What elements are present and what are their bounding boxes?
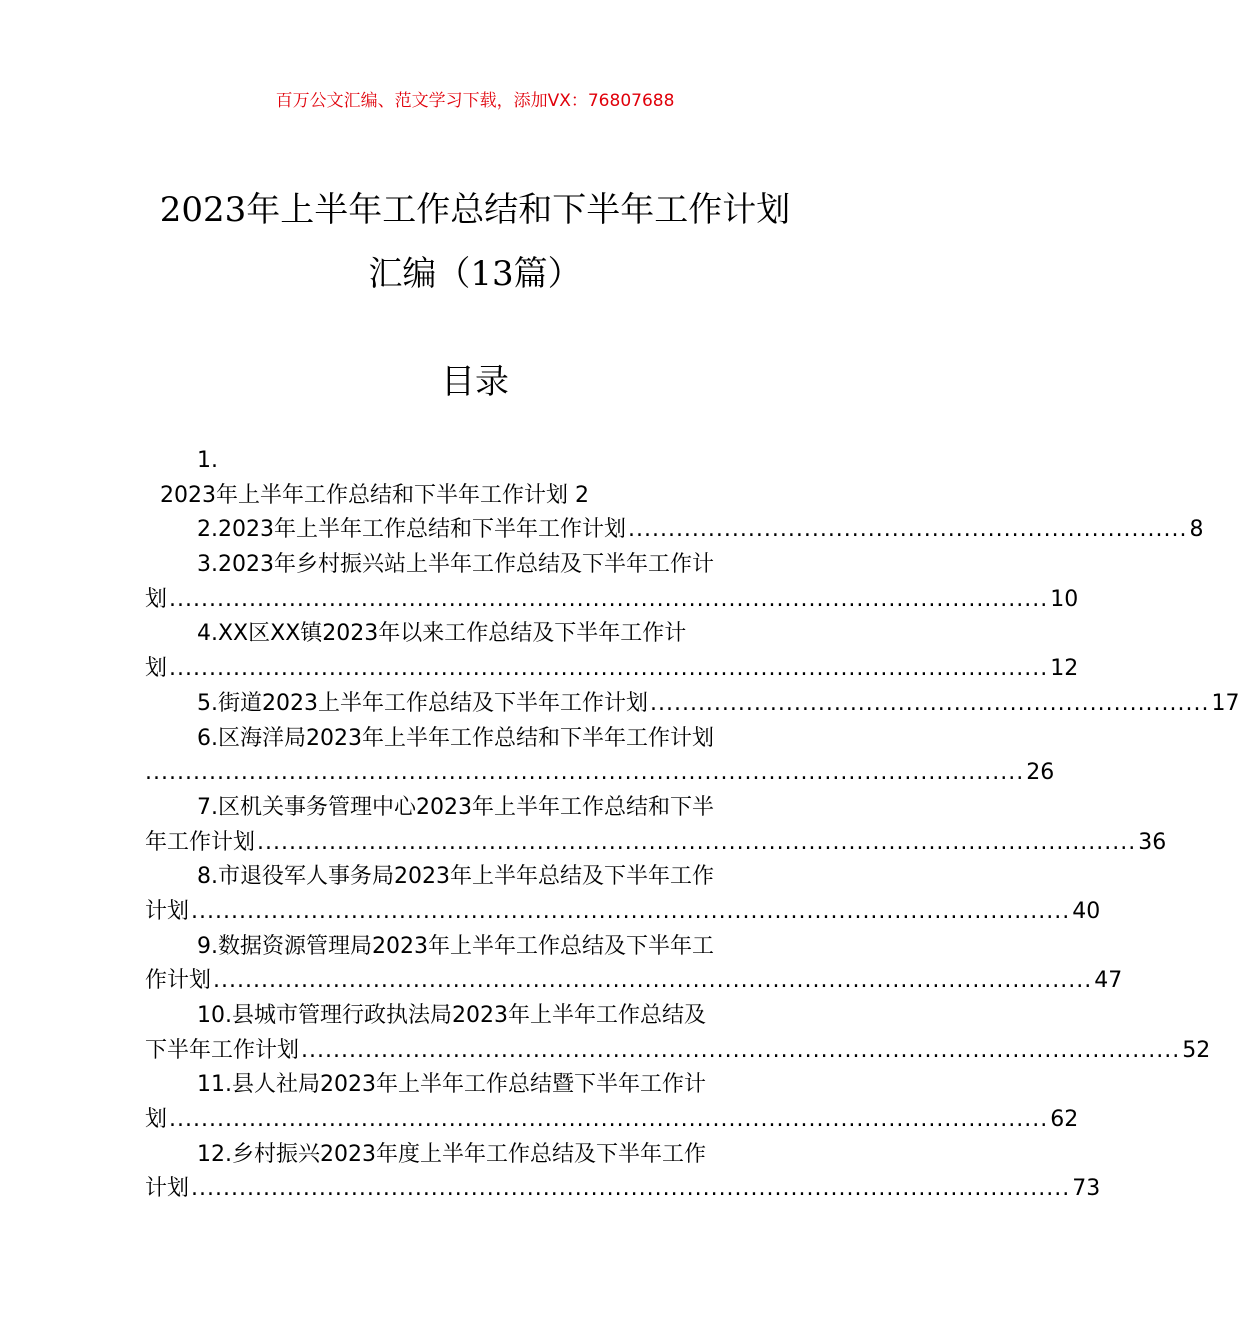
- toc-entry-3-cont[interactable]: [145, 583, 1079, 618]
- toc-entry-1[interactable]: 2023年上半年工作总结和下半年工作计划 2: [160, 482, 589, 508]
- watermark-banner: 百万公文汇编、范文学习下载，添加VX：76807688: [275, 91, 675, 111]
- toc-entry-9-cont[interactable]: [145, 964, 1123, 999]
- title-count: 13: [470, 254, 514, 294]
- doc-title-line-1: [0, 182, 950, 231]
- toc-entry-title: 划: [145, 586, 168, 612]
- table-of-contents: [145, 444, 1240, 1207]
- toc-entry-title: 下半年工作计划: [145, 1037, 300, 1063]
- toc-page-number: 26: [1026, 760, 1055, 786]
- toc-entry-3[interactable]: 3.2023年乡村振兴站上半年工作总结及下半年工作计: [197, 552, 714, 578]
- toc-entry-10-cont[interactable]: [145, 1034, 1211, 1069]
- toc-entry-7-cont[interactable]: [145, 826, 1167, 861]
- toc-page-number: 52: [1182, 1037, 1211, 1063]
- toc-entry-4[interactable]: 4.XX区XX镇2023年以来工作总结及下半年工作计: [197, 621, 687, 647]
- toc-page-number: 12: [1050, 656, 1079, 682]
- toc-entry-8-cont[interactable]: [145, 895, 1101, 930]
- title-part-b: 篇）: [513, 254, 582, 294]
- toc-entry-11[interactable]: 11.县人社局2023年上半年工作总结暨下半年工作计: [197, 1072, 706, 1098]
- toc-entry-5[interactable]: [145, 687, 1240, 722]
- dot-leader: ..............................................................................................................: [213, 968, 1093, 994]
- dot-leader: ..............................................................................................................: [191, 898, 1071, 924]
- toc-entry-11-cont[interactable]: [145, 1103, 1079, 1138]
- dot-leader: ..............................................................................................................: [191, 1176, 1071, 1202]
- toc-entry-1-num[interactable]: 1.: [197, 448, 218, 473]
- toc-entry-title: 计划: [145, 898, 190, 924]
- toc-entry-7[interactable]: 7.区机关事务管理中心2023年上半年工作总结和下半: [197, 794, 714, 820]
- toc-entry-8[interactable]: 8.市退役军人事务局2023年上半年总结及下半年工作: [197, 864, 714, 890]
- toc-entry-title: 作计划: [145, 968, 212, 994]
- doc-title-line-2: [0, 246, 950, 295]
- dot-leader: ..............................................................................................................: [169, 586, 1049, 612]
- toc-page-number: 73: [1072, 1176, 1101, 1202]
- toc-page-number: 10: [1050, 586, 1079, 612]
- toc-entry-title: 2.2023年上半年工作总结和下半年工作计划: [197, 517, 626, 543]
- toc-entry-title: 计划: [145, 1176, 190, 1202]
- toc-entry-2[interactable]: [145, 513, 1204, 548]
- toc-entry-10[interactable]: 10.县城市管理行政执法局2023年上半年工作总结及: [197, 1003, 706, 1028]
- toc-entry-9[interactable]: 9.数据资源管理局2023年上半年工作总结及下半年工: [197, 933, 714, 959]
- dot-leader: ..............................................................................................................: [169, 656, 1049, 682]
- toc-entry-title: 5.街道2023上半年工作总结及下半年工作计划: [197, 690, 648, 716]
- toc-page-number: 8: [1189, 517, 1204, 543]
- toc-heading: 目录: [441, 362, 509, 402]
- toc-entry-4-cont[interactable]: [145, 652, 1079, 687]
- toc-entry-title: 划: [145, 1107, 168, 1133]
- toc-entry-title: 年工作计划: [145, 829, 256, 855]
- dot-leader: ..............................................................................................................: [257, 829, 1137, 855]
- title-text: 年上半年工作总结和下半年工作计划: [246, 190, 791, 230]
- toc-page-number: 40: [1072, 898, 1101, 924]
- toc-entry-6[interactable]: 6.区海洋局2023年上半年工作总结和下半年工作计划: [197, 725, 714, 751]
- dot-leader: ......................................................................: [627, 517, 1188, 543]
- toc-entry-12-cont[interactable]: [145, 1172, 1101, 1207]
- toc-entry-6-cont[interactable]: [145, 756, 1055, 791]
- toc-entry-12[interactable]: 12.乡村振兴2023年度上半年工作总结及下半年工作: [197, 1141, 706, 1167]
- title-year: 2023: [159, 190, 247, 230]
- dot-leader: ..............................................................................................................: [169, 1107, 1049, 1133]
- toc-page-number: 47: [1094, 968, 1123, 994]
- toc-page-number: 17: [1211, 690, 1240, 716]
- title-part-a: 汇编（: [368, 254, 471, 294]
- dot-leader: ......................................................................: [649, 690, 1210, 716]
- dot-leader: ..............................................................................................................: [145, 760, 1025, 786]
- toc-entry-title: 划: [145, 656, 168, 682]
- toc-page-number: 62: [1050, 1107, 1079, 1133]
- dot-leader: ..............................................................................................................: [301, 1037, 1181, 1063]
- toc-page-number: 36: [1138, 829, 1167, 855]
